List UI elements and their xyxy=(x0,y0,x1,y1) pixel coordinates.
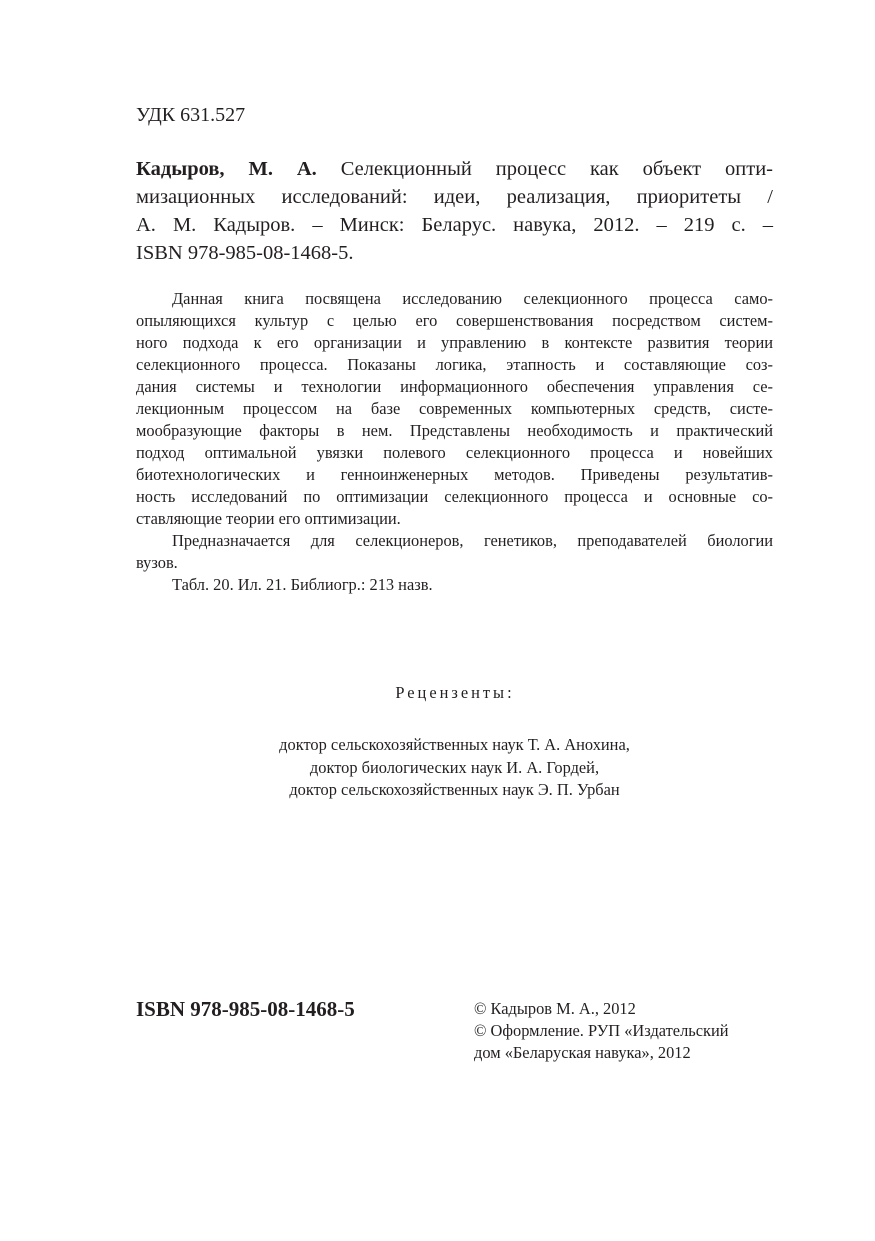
purpose-line-1: Предназначается для селекционеров, генетиков, преподавателей биологии xyxy=(172,531,773,550)
abstract-line: опыляющихся культур с целью его совершенствования посредством систем- xyxy=(136,311,773,330)
copyright-line: дом «Беларуская навука», 2012 xyxy=(474,1043,691,1062)
citation-line-4: ISBN 978-985-08-1468-5. xyxy=(136,242,354,264)
abstract xyxy=(136,288,773,596)
abstract-line: селекционного процесса. Показаны логика, этапность и составляющие соз- xyxy=(136,355,773,374)
abstract-line: дания системы и технологии информационного обеспечения управления се- xyxy=(136,377,773,396)
stats-line: Табл. 20. Ил. 21. Библиогр.: 213 назв. xyxy=(172,575,433,594)
abstract-line: подход оптимальной увязки полевого селекционного процесса и новейших xyxy=(136,443,773,462)
reviewers-list xyxy=(136,734,773,802)
citation-line-1 xyxy=(136,155,773,183)
copyright-notice xyxy=(474,998,729,1064)
abstract-line: ставляющие теории его оптимизации. xyxy=(136,509,401,528)
abstract-line: мообразующие факторы в нем. Представлены необходимость и практический xyxy=(136,421,773,440)
isbn-number: ISBN 978-985-08-1468-5 xyxy=(136,997,355,1021)
bibliographic-citation xyxy=(136,155,773,267)
citation-line-3: А. М. Кадыров. – Минск: Беларус. навука, 2012. – 219 с. – xyxy=(136,214,773,236)
citation-author: Кадыров, М. А. xyxy=(136,158,317,180)
citation-title-start: Селекционный процесс как объект опти- xyxy=(316,158,774,180)
abstract-line: биотехнологических и генноинженерных методов. Приведены результатив- xyxy=(136,465,773,484)
copyright-line: © Кадыров М. А., 2012 xyxy=(474,999,636,1018)
purpose-line-2: вузов. xyxy=(136,553,178,572)
copyright-line: © Оформление. РУП «Издательский xyxy=(474,1021,729,1040)
reviewer-item: доктор сельскохозяйственных наук Э. П. Урбан xyxy=(289,780,620,799)
citation-line-2: мизационных исследований: идеи, реализация, приоритеты / xyxy=(136,186,773,208)
udk-code: УДК 631.527 xyxy=(136,104,246,126)
reviewer-item: доктор биологических наук И. А. Гордей, xyxy=(309,757,600,777)
reviewers-heading: Рецензенты: xyxy=(395,683,515,702)
abstract-line: Данная книга посвящена исследованию селекционного процесса само- xyxy=(172,289,773,308)
reviewer-item: доктор сельскохозяйственных наук Т. А. Анохина, xyxy=(279,735,630,754)
abstract-line: ность исследований по оптимизации селекционного процесса и основные со- xyxy=(136,487,773,506)
abstract-line: ного подхода к его организации и управлению в контексте развития теории xyxy=(136,333,773,352)
abstract-line: лекционным процессом на базе современных компьютерных средств, систе- xyxy=(136,399,773,418)
